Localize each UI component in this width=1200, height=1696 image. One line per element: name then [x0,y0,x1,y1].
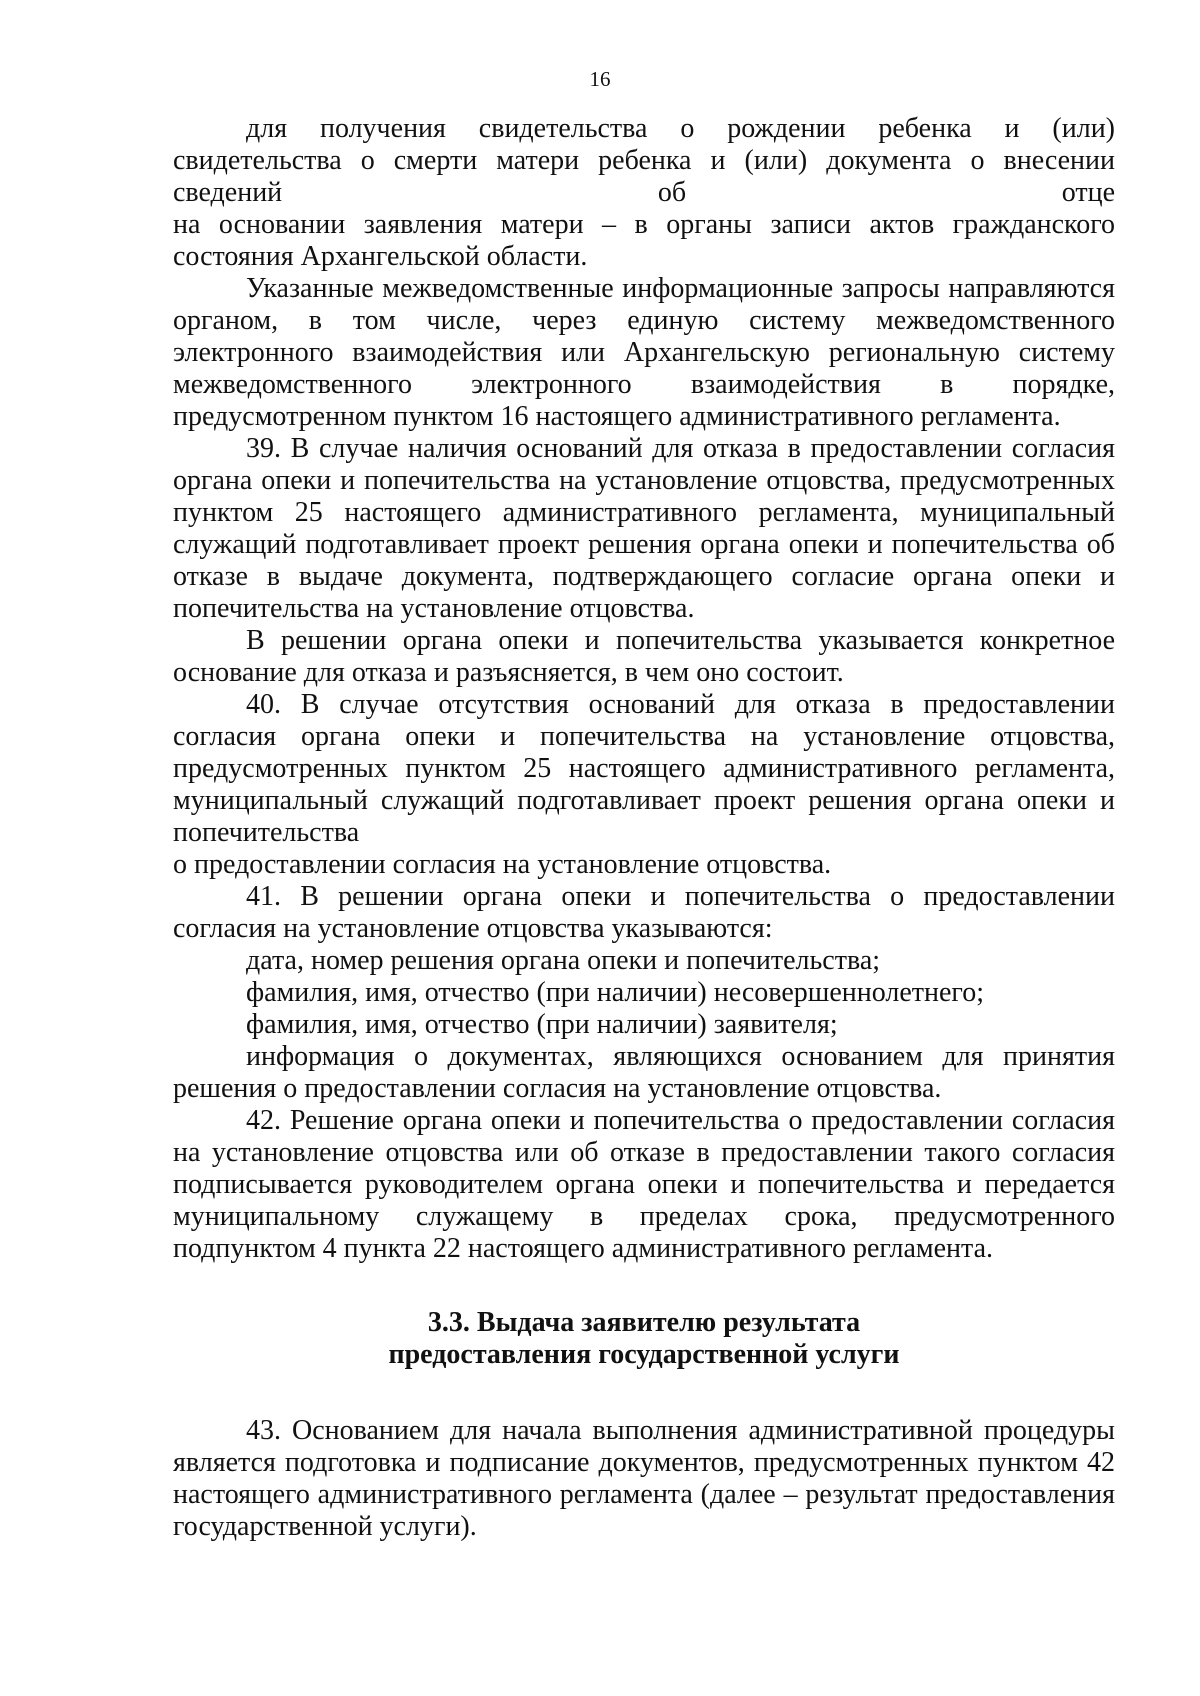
page-number: 16 [589,67,611,91]
paragraph-40: 40. В случае отсутствия оснований для отказа в предоставлении согласия органа опеки и попечительства на установление отцовства, предусмотренных пунктом 25 настоящего административного регламента, муниципальный служащий подготавливает проект решения органа опеки и попечительства [173,689,1115,848]
list-item-applicant-name: фамилия, имя, отчество (при наличии) заявителя; [246,1009,838,1040]
text-line: свидетельства о смерти матери ребенка и (или) документа о внесении [173,145,1115,176]
text-line: для получения свидетельства о рождении ребенка и (или) [246,113,1115,144]
paragraph-continuation [173,113,1115,273]
paragraph-42: 42. Решение органа опеки и попечительства о предоставлении согласия на установление отцовства или об отказе в предоставлении такого согласия подписывается руководителем органа опеки и попечительства и передается муниципальному служащему в пределах срока, предусмотренного подпунктом 4 пункта 22 настоящего административного регламента. [173,1105,1115,1264]
paragraph-43: 43. Основанием для начала выполнения административной процедуры является подготовка и подписание документов, предусмотренных пунктом 42 настоящего административного регламента (далее – результат предоставления государственной услуги). [173,1415,1115,1542]
section-heading-line-1: 3.3. Выдача заявителю результата [427,1307,861,1338]
list-item-date: дата, номер решения органа опеки и попечительства; [246,945,881,976]
paragraph-requests: Указанные межведомственные информационные запросы направляются органом, в том числе, через единую систему межведомственного электронного взаимодействия или Архангельскую региональную систему межведомственного электронного взаимодействия в порядке, предусмотренном пунктом 16 настоящего административного регламента. [173,273,1115,432]
list-item-minor-name: фамилия, имя, отчество (при наличии) несовершеннолетнего; [246,977,984,1008]
paragraph-40-end: о предоставлении согласия на установление отцовства. [173,849,832,880]
paragraph-41: 41. В решении органа опеки и попечительства о предоставлении согласия на установление отцовства указываются: [173,881,1115,944]
paragraph-refusal-basis: В решении органа опеки и попечительства указывается конкретное основание для отказа и разъясняется, в чем оно состоит. [173,625,1115,688]
section-heading-line-2: предоставления государственной услуги [388,1339,900,1370]
text-line: сведений об отце [173,177,1115,208]
paragraph-39: 39. В случае наличия оснований для отказа в предоставлении согласия органа опеки и попечительства на установление отцовства, предусмотренных пунктом 25 настоящего административного регламента, муниципальный служащий подготавливает проект решения органа опеки и попечительства об отказе в выдаче документа, подтверждающего согласие органа опеки и попечительства на установление отцовства. [173,433,1115,624]
document-body [173,113,1115,1543]
text-line: на основании заявления матери – в органы записи актов гражданского состояния Архангельской области. [173,209,1115,272]
section-heading [173,1307,1115,1371]
list-item-documents-info: информация о документах, являющихся основанием для принятия решения о предоставлении согласия на установление отцовства. [173,1041,1115,1104]
